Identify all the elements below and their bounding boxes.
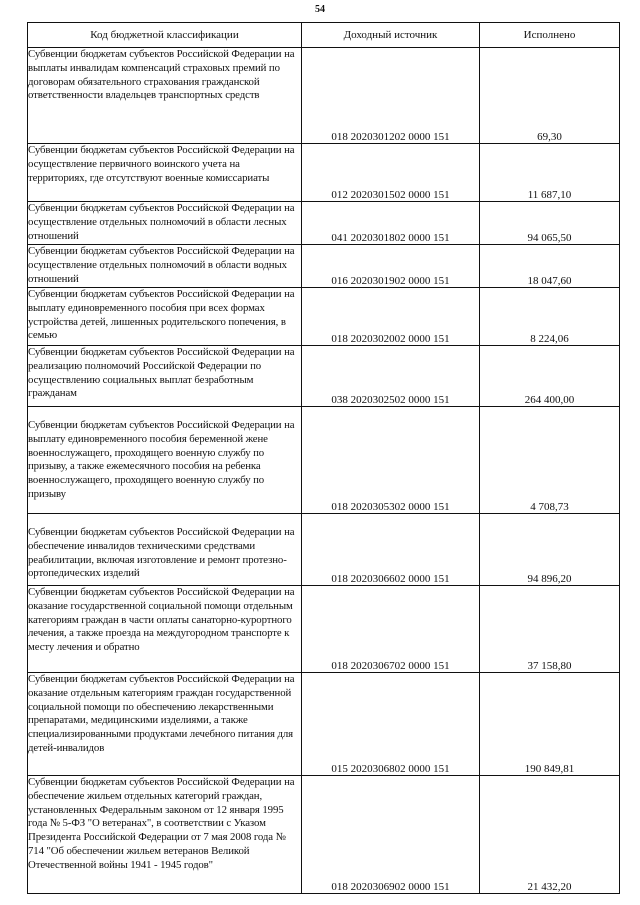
row-code: 015 2020306802 0000 151 xyxy=(302,673,480,776)
row-code: 018 2020306902 0000 151 xyxy=(302,776,480,894)
row-name: Субвенции бюджетам субъектов Российской Федерации на выплату единовременного пособия при всех формах устройства детей, лишенных родительского попечения, в семью xyxy=(28,288,302,346)
row-amount: 37 158,80 xyxy=(480,586,620,673)
header-classification: Код бюджетной классификации xyxy=(28,23,302,48)
table-row xyxy=(28,202,620,245)
table-row xyxy=(28,288,620,346)
table-row xyxy=(28,346,620,407)
row-name: Субвенции бюджетам субъектов Российской Федерации на оказание государственной социальной помощи отдельным категориям граждан в части оплаты санаторно-курортного лечения, а также проезда на междугородном транспорте к месту лечения и обратно xyxy=(28,586,302,673)
row-amount: 190 849,81 xyxy=(480,673,620,776)
row-name: Субвенции бюджетам субъектов Российской Федерации на оказание отдельным категориям граждан государственной социальной помощи по обеспечению лекарственными препаратами, медицинскими изделиями, а также специализированными продуктами лечебного питания для детей-инвалидов xyxy=(28,673,302,776)
row-name: Субвенции бюджетам субъектов Российской Федерации на выплаты инвалидам компенсаций страховых премий по договорам обязательного страхования гражданской ответственности владельцев транспортных средств xyxy=(28,48,302,144)
row-code: 018 2020305302 0000 151 xyxy=(302,407,480,514)
table-row xyxy=(28,776,620,894)
row-code: 012 2020301502 0000 151 xyxy=(302,144,480,202)
table-row xyxy=(28,48,620,144)
row-name: Субвенции бюджетам субъектов Российской Федерации на обеспечение инвалидов техническими средствами реабилитации, включая изготовление и ремонт протезно-ортопедических изделий xyxy=(28,514,302,586)
table-row xyxy=(28,144,620,202)
row-amount: 4 708,73 xyxy=(480,407,620,514)
row-code: 038 2020302502 0000 151 xyxy=(302,346,480,407)
row-amount: 264 400,00 xyxy=(480,346,620,407)
row-amount: 69,30 xyxy=(480,48,620,144)
row-name: Субвенции бюджетам субъектов Российской Федерации на осуществление первичного воинского учета на территориях, где отсутствуют военные комиссариаты xyxy=(28,144,302,202)
row-name: Субвенции бюджетам субъектов Российской Федерации на осуществление отдельных полномочий в области водных отношений xyxy=(28,245,302,288)
table-row xyxy=(28,586,620,673)
row-code: 018 2020301202 0000 151 xyxy=(302,48,480,144)
table-row xyxy=(28,514,620,586)
row-code: 018 2020302002 0000 151 xyxy=(302,288,480,346)
table-header-row xyxy=(28,23,620,48)
row-amount: 94 896,20 xyxy=(480,514,620,586)
row-amount: 11 687,10 xyxy=(480,144,620,202)
row-code: 018 2020306702 0000 151 xyxy=(302,586,480,673)
row-amount: 21 432,20 xyxy=(480,776,620,894)
row-name: Субвенции бюджетам субъектов Российской Федерации на реализацию полномочий Российской Федерации по осуществлению социальных выплат безработным гражданам xyxy=(28,346,302,407)
row-name: Субвенции бюджетам субъектов Российской Федерации на обеспечение жильем отдельных категорий граждан, установленных Федеральным законом от 12 января 1995 года № 5-ФЗ "О ветеранах", в соответствии с Указом Президента Российской Федерации от 7 мая 2008 года № 714 "Об обеспечении жильем ветеранов Великой Отечественной войны 1941 - 1945 годов" xyxy=(28,776,302,894)
row-amount: 8 224,06 xyxy=(480,288,620,346)
row-code: 018 2020306602 0000 151 xyxy=(302,514,480,586)
row-name: Субвенции бюджетам субъектов Российской Федерации на выплату единовременного пособия беременной жене военнослужащего, проходящего военную службу по призыву, а также ежемесячного пособия на ребенка военнослужащего, проходящего военную службу по призыву xyxy=(28,407,302,514)
row-code: 016 2020301902 0000 151 xyxy=(302,245,480,288)
header-executed: Исполнено xyxy=(480,23,620,48)
table-row xyxy=(28,245,620,288)
page-number: 54 xyxy=(315,4,325,15)
header-source: Доходный источник xyxy=(302,23,480,48)
table-row xyxy=(28,407,620,514)
row-amount: 94 065,50 xyxy=(480,202,620,245)
row-code: 041 2020301802 0000 151 xyxy=(302,202,480,245)
row-name: Субвенции бюджетам субъектов Российской Федерации на осуществление отдельных полномочий в области лесных отношений xyxy=(28,202,302,245)
table-row xyxy=(28,673,620,776)
row-amount: 18 047,60 xyxy=(480,245,620,288)
budget-table xyxy=(27,22,620,894)
